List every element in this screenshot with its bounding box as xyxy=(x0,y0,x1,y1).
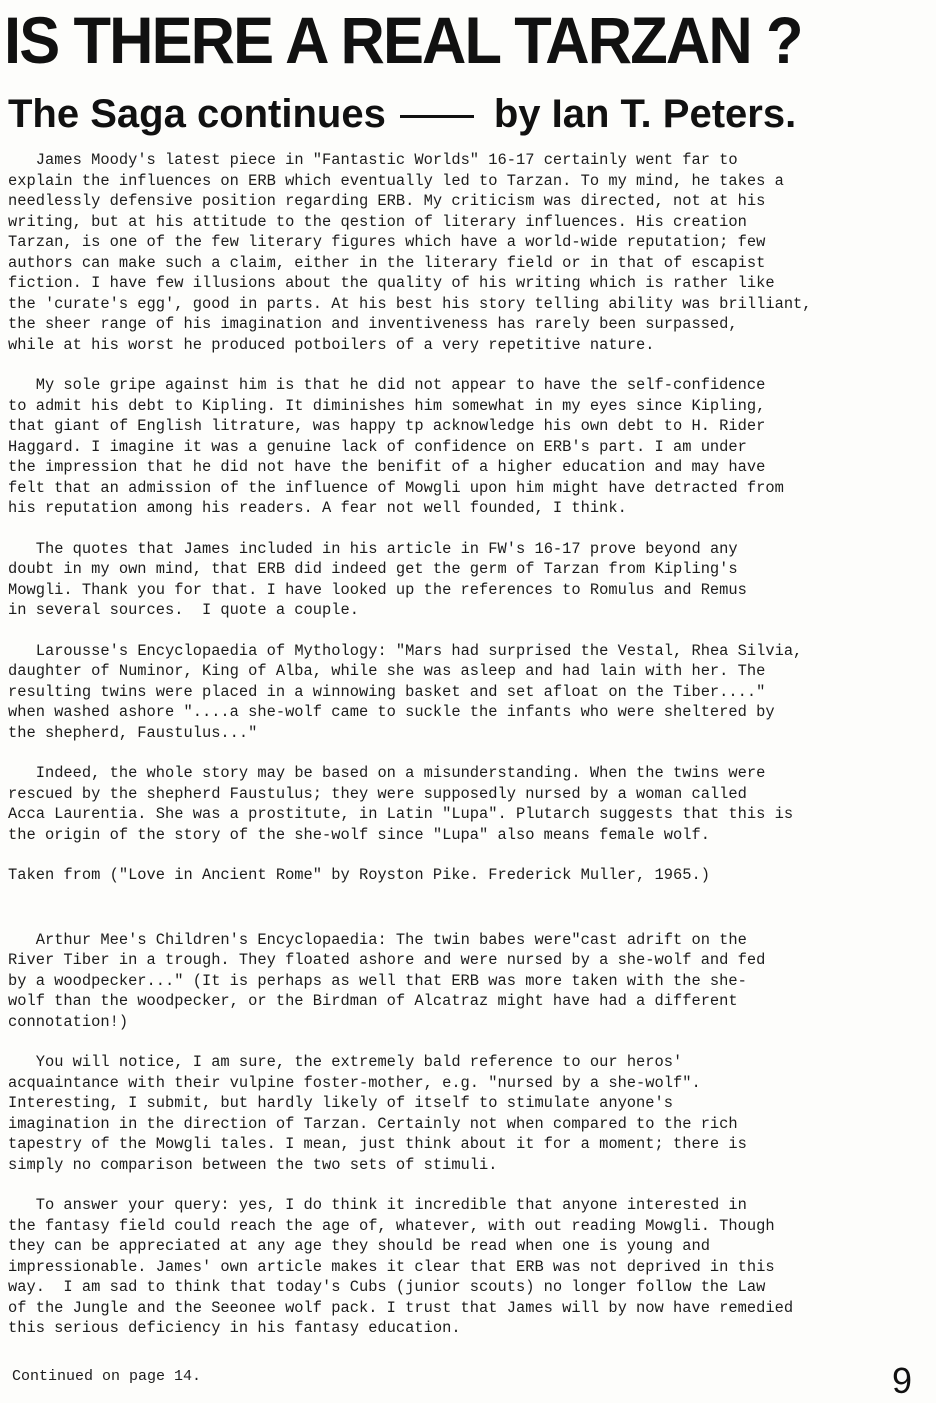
paragraph-quotes: The quotes that James included in his article in FW's 16-17 prove beyond any doubt in my own mind, that ERB did indeed get the germ of Tarzan from Kipling's Mowgli. Thank you for that. I have looked up the references to Romulus and Remus in several sources. I quote a couple. xyxy=(8,539,747,619)
section-gap xyxy=(8,886,928,930)
paragraph-arthur-mee: Arthur Mee's Children's Encyclopaedia: The twin babes were"cast adrift on the River Tiber in a trough. They floated ashore and were nursed by a she-wolf and fed by a woodpecker..." (It is perhaps as well that ERB was more taken with the she- wolf than the woodpecker, or the Birdman of Alcatraz might have had a different connotation!) xyxy=(8,930,766,1031)
paragraph-answer: To answer your query: yes, I do think it incredible that anyone interested in the fantasy field could reach the age of, whatever, with out reading Mowgli. Though they can be appreciated at any age they should be read when one is young and impressionable. James' own article makes it clear that ERB was not deprived in this way. I am sad to think that today's Cubs (junior scouts) no longer follow the Law of the Jungle and the Seeonee wolf pack. I trust that James will by now have remedied this serious deficiency in his fantasy education. xyxy=(8,1196,794,1337)
paragraph-intro: James Moody's latest piece in "Fantastic Worlds" 16-17 certainly went far to explain the influences on ERB which eventually led to Tarzan. To my mind, he takes a needlessly defensive position regarding ERB. My criticism was directed, not at his writing, but at his attitude to the qestion of literary influences. His creation Tarzan, is one of the few literary figures which have a world-wide reputation; few authors can make such a claim, either in the literary field or in that of escapist fiction. I have few illusions about the quality of his writing which is rather like the 'curate's egg', good in parts. At his best his story telling ability was brilliant, the sheer range of his imagination and inventiveness has rarely been surpassed, while at his worst he produced potboilers of a very repetitive nature. xyxy=(8,151,812,354)
subtitle-series: The Saga continues xyxy=(8,92,386,136)
paragraph-notice: You will notice, I am sure, the extremely bald reference to our heros' acquaintance with their vulpine foster-mother, e.g. "nursed by a she-wolf". Interesting, I submit, but hardly likely of itself to stimulate anyone's imagination in the direction of Tarzan. Certainly not when compared to the rich tapestry of the Mowgli tales. I mean, just think about it for a moment; there is simply no comparison between the two sets of stimuli. xyxy=(8,1053,747,1174)
page-number: 9 xyxy=(891,1360,912,1401)
subtitle-dash xyxy=(400,115,474,118)
paragraph-larousse: Larousse's Encyclopaedia of Mythology: "Mars had surprised the Vestal, Rhea Silvia, daughter of Numinor, King of Alba, while she was asleep and had lain with her. The resulting twins were placed in a winnowing basket and set afloat on the Tiber...." when washed ashore "....a she-wolf came to suckle the infants who were sheltered by the shepherd, Faustulus..." xyxy=(8,641,803,742)
subtitle-byline: by Ian T. Peters. xyxy=(493,92,797,136)
article-body xyxy=(8,150,928,1359)
paragraph-source-citation: Taken from ("Love in Ancient Rome" by Royston Pike. Frederick Muller, 1965.) xyxy=(8,866,710,884)
paragraph-misunderstanding: Indeed, the whole story may be based on a misunderstanding. When the twins were rescued by the shepherd Faustulus; they were supposedly nursed by a woman called Acca Laurentia. She was a prostitute, in Latin "Lupa". Plutarch suggests that this is the origin of the story of the she-wolf since "Lupa" also means female wolf. xyxy=(8,764,794,844)
paragraph-kipling: My sole gripe against him is that he did not appear to have the self-confidence to admit his debt to Kipling. It diminishes him somewhat in my eyes since Kipling, that giant of English litrature, was happy tp acknowledge his own debt to H. Rider Haggard. I imagine it was a genuine lack of confidence on ERB's part. I am under the impression that he did not have the benifit of a higher education and may have felt that an admission of the influence of Mowgli upon him might have detracted from his reputation among his readers. A fear not well founded, I think. xyxy=(8,376,784,517)
article-subtitle xyxy=(8,90,928,138)
continued-note: Continued on page 14. xyxy=(12,1368,202,1385)
article-headline: IS THERE A REAL TARZAN ? xyxy=(4,3,802,77)
